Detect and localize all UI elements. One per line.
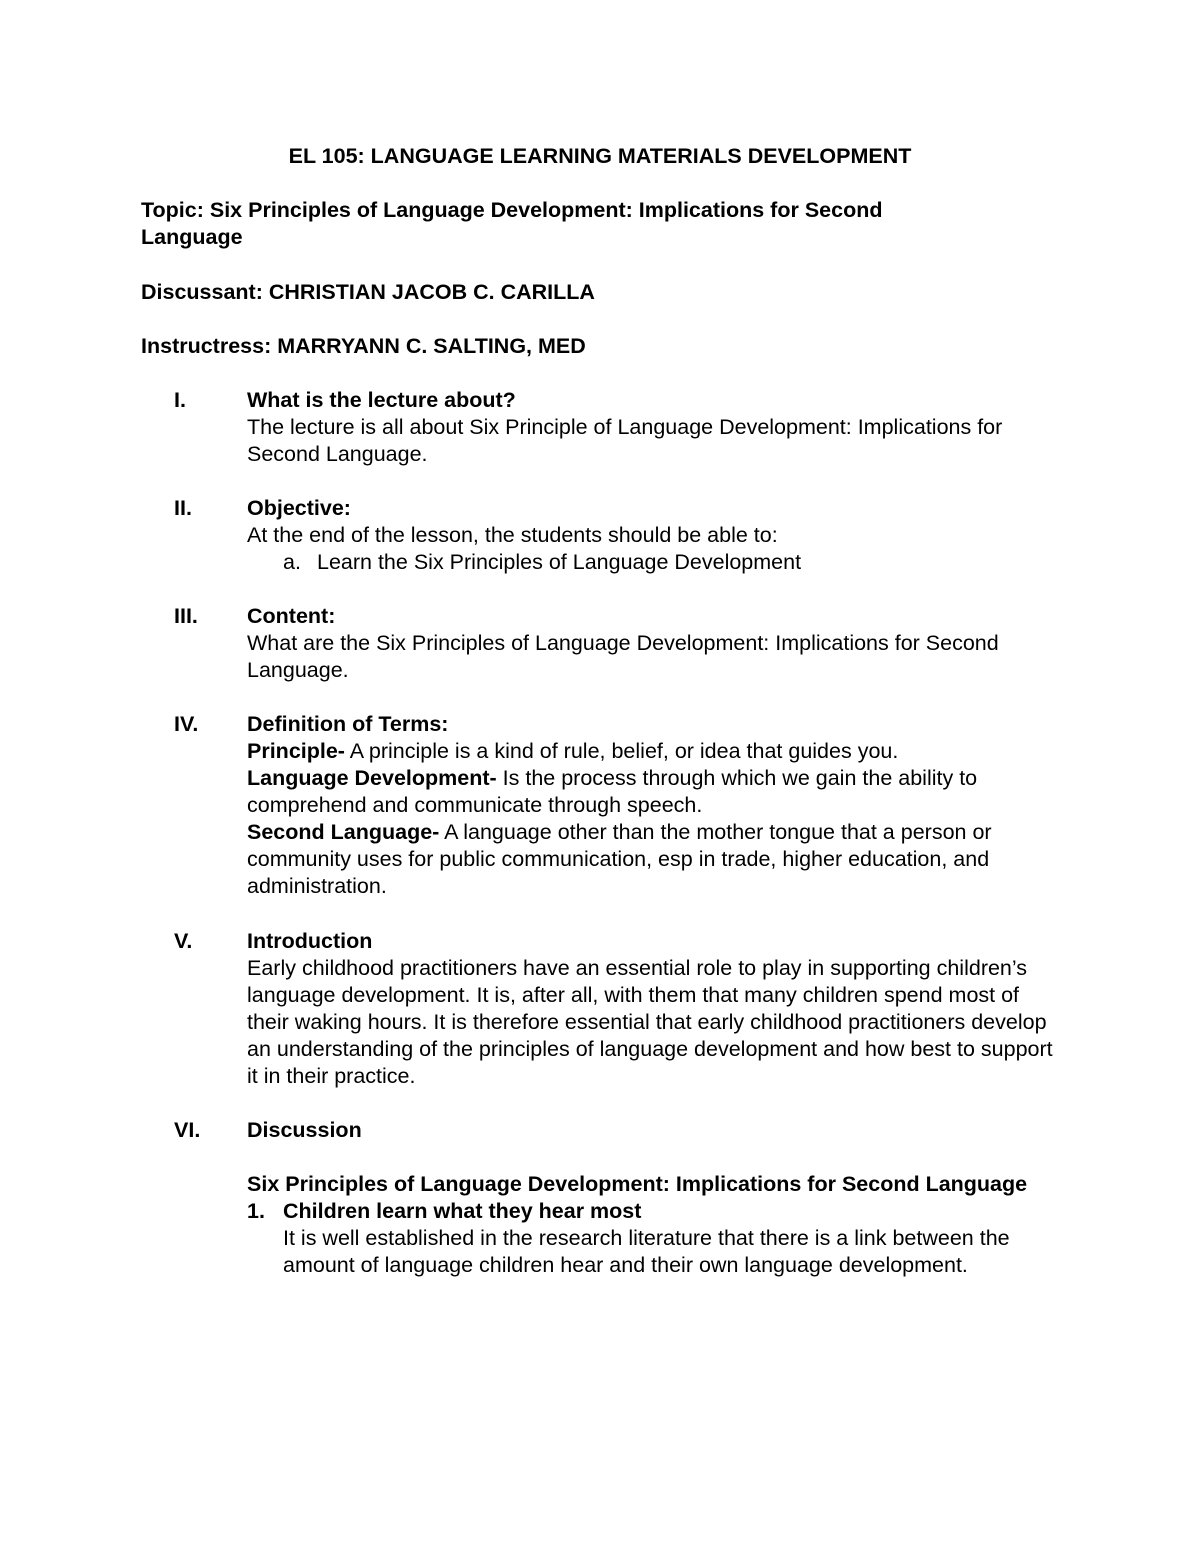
section-heading: Content: — [247, 604, 336, 628]
term-definition: A principle is a kind of rule, belief, or idea that guides you. — [344, 739, 899, 763]
section-heading: Definition of Terms: — [247, 712, 449, 736]
section-number: IV. — [174, 712, 199, 736]
list-marker: a. — [283, 550, 301, 574]
term-label: Second Language- — [247, 820, 440, 844]
discussant-line: Discussant: CHRISTIAN JACOB C. CARILLA — [141, 280, 595, 304]
term-principle — [247, 738, 1057, 765]
term-definition: Is the process through which we gain the ability to comprehend and communicate through speech. — [247, 766, 978, 817]
section-body — [247, 1117, 1057, 1279]
section-heading: Discussion — [247, 1118, 362, 1142]
document-title: EL 105: LANGUAGE LEARNING MATERIALS DEVELOPMENT — [288, 144, 912, 168]
section-paragraph: What are the Six Principles of Language Development: Implications for Second Language. — [247, 631, 999, 682]
section-paragraph: Early childhood practitioners have an essential role to play in supporting children’s language development. It is, after all, with them that many children spend most of their waking hours. It is therefore essential that early childhood practitioners develop an understanding of the principles of language development and how best to support it in their practice. — [247, 956, 1053, 1088]
section-body — [247, 928, 1057, 1090]
section-body — [247, 711, 1057, 900]
instructress-line: Instructress: MARRYANN C. SALTING, MED — [141, 334, 586, 358]
topic-text-line1: Topic: Six Principles of Language Development: Implications for Second — [141, 198, 883, 222]
section-paragraph: The lecture is all about Six Principle of Language Development: Implications for Second Language. — [247, 415, 1003, 466]
objective-list-item — [247, 549, 1057, 576]
term-second-language — [247, 819, 1057, 900]
section-heading: Objective: — [247, 496, 351, 520]
section-number: II. — [174, 496, 192, 520]
section-number: I. — [174, 388, 186, 412]
topic-line — [141, 197, 1021, 251]
term-language-development — [247, 765, 1057, 819]
term-definition: A language other than the mother tongue that a person or community uses for public communication, esp in trade, higher education, and administration. — [247, 820, 992, 898]
list-item-text: Learn the Six Principles of Language Development — [317, 550, 802, 574]
section-paragraph: At the end of the lesson, the students should be able to: — [247, 523, 778, 547]
section-body — [247, 603, 1057, 684]
section-body — [247, 495, 1057, 576]
topic-text-line2: Language — [141, 225, 243, 249]
discussion-subheading: Six Principles of Language Development: Implications for Second Language — [247, 1172, 1028, 1196]
principle-list-item — [247, 1198, 1057, 1279]
section-number: III. — [174, 604, 198, 628]
section-body — [247, 387, 1057, 468]
section-number: V. — [174, 929, 193, 953]
principle-title: Children learn what they hear most — [283, 1199, 642, 1223]
term-label: Principle- — [247, 739, 345, 763]
term-label: Language Development- — [247, 766, 497, 790]
section-heading: What is the lecture about? — [247, 388, 516, 412]
list-marker: 1. — [247, 1199, 265, 1223]
section-number: VI. — [174, 1118, 201, 1142]
principle-body: It is well established in the research literature that there is a link between the amount of language children hear and their own language development. — [283, 1226, 1010, 1277]
section-heading: Introduction — [247, 929, 373, 953]
